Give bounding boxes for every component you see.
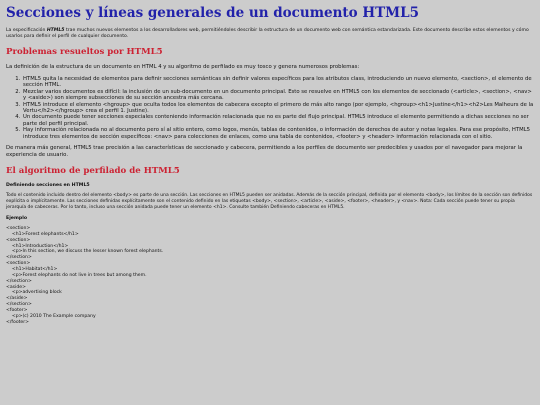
list-item: 4. Un documento puede tener secciones especiales conteniendo información relacionada que no es parte del flujo principal. HTML5 introduce el elemento permitiendo a dichas secciones no ser parte del perfil principal. xyxy=(22,114,534,127)
code-line: </section> xyxy=(6,278,32,284)
defining-sections-paragraph: Todo el contenido incluido dentro del elemento <body> es parte de una sección. Las secciones en HTML5 pueden ser anidadas. Además de la sección principal, definida por el elemento <body>, los límites de la sección son definidos explícita o implícitamente. Las secciones definidas explícitamente son el contenido definido en las etiquetas <body>, <section>, <article>, <aside>, <footer>, <header>, y <nav>. Nota: Cada sección puede tener su propia jerarquía de cabeceras. Por lo tanto, incluso una sección anidada puede tener un elemento <h1>. Consulte también Definiendo cabeceras en HTML5. xyxy=(6,193,533,211)
code-line: <h1>Introduction</h1> xyxy=(6,243,69,249)
code-example xyxy=(6,226,534,325)
code-line: <section> xyxy=(6,226,31,232)
page-title: Secciones y líneas generales de un documento HTML5 xyxy=(6,5,419,21)
code-line: </section> xyxy=(6,302,32,308)
code-line: <p>(c) 2010 The Example company xyxy=(6,313,96,319)
code-line: <section> xyxy=(6,237,31,243)
intro-text-post: trae muchos nuevos elementos a los desarrolladores web, permitiéndoles describir la estructura de un documento web con semántica estandarizada. Este documento describe estos elementos y cómo usarlos para definir el perfil de cualquier documento. xyxy=(6,28,529,39)
code-line: <p>In this section, we discuss the lesser known forest elephants. xyxy=(6,249,164,255)
list-item: 1. HTML5 quita la necesidad de elementos para definir secciones semánticas sin definir valores específicos para los atributos class, introduciendo un nuevo elemento, <section>, el elemento de sección HTML. xyxy=(22,76,534,89)
code-line: <h1>Forest elephants</h1> xyxy=(6,231,79,237)
example-label: Ejemplo xyxy=(6,216,28,222)
intro-text-pre: La especificación xyxy=(6,28,47,33)
section-heading-algorithm: El algoritmo de perfilado de HTML5 xyxy=(6,166,180,177)
section-closing: De manera más general, HTML5 trae precisión a las características de seccionado y cabecera, permitiendo a los perfiles de documento ser predecibles y usados por el navegador para mejorar la experiencia de usuario. xyxy=(6,145,523,159)
list-item: 3. HTML5 introduce el elemento <hgroup> que oculta todos los elementos de cabecera excepto el primero de más alto rango (por ejemplo, <hgroup><h1>Justine</h1><h2>Les Malheurs de la Vertu</h2></hgroup> crea el perfil 1. Justine). xyxy=(22,102,534,115)
code-line: <section> xyxy=(6,261,31,267)
problems-list xyxy=(6,76,534,140)
code-line: <h1>Habitat</h1> xyxy=(6,266,58,272)
code-line: <footer> xyxy=(6,307,28,313)
code-line: </aside> xyxy=(6,296,28,302)
code-line: </footer> xyxy=(6,319,30,325)
code-line: <p>advertising block xyxy=(6,290,62,296)
code-line: </section> xyxy=(6,255,32,261)
section-heading-problems: Problemas resueltos por HTML5 xyxy=(6,47,163,57)
code-line: <aside> xyxy=(6,284,26,290)
subheading-defining-sections: Definiendo secciones en HTML5 xyxy=(6,183,90,189)
intro-html5-emphasis: HTML5 xyxy=(46,28,65,33)
section-lead: La definición de la estructura de un documento en HTML 4 y su algoritmo de perfilado es muy tosco y genera numerosos problemas: xyxy=(6,64,360,70)
code-line: <p>Forest elephants do not live in trees but among them. xyxy=(6,272,147,278)
intro-paragraph xyxy=(6,28,534,40)
list-item: 2. Mezclar varios documentos es difícil: la inclusión de un sub-documento en un documento principal. Esto se resuelve en HTML5 con los elementos de seccionado (<article>, <section>, <nav> y <aside>) son siempre subsecciones de su sección ancestra más cercana. xyxy=(22,89,534,102)
list-item: 5. Hay información relacionada no al documento pero sí al sitio entero, como logos, menús, tablas de contenidos, o información de derechos de autor y notas legales. Para ese propósito, HTML5 introduce tres elementos de sección específicos: <nav> para colecciones de enlaces, como una tabla de contenidos, <footer> y <header> información relacionada con el sitio. xyxy=(22,127,534,140)
